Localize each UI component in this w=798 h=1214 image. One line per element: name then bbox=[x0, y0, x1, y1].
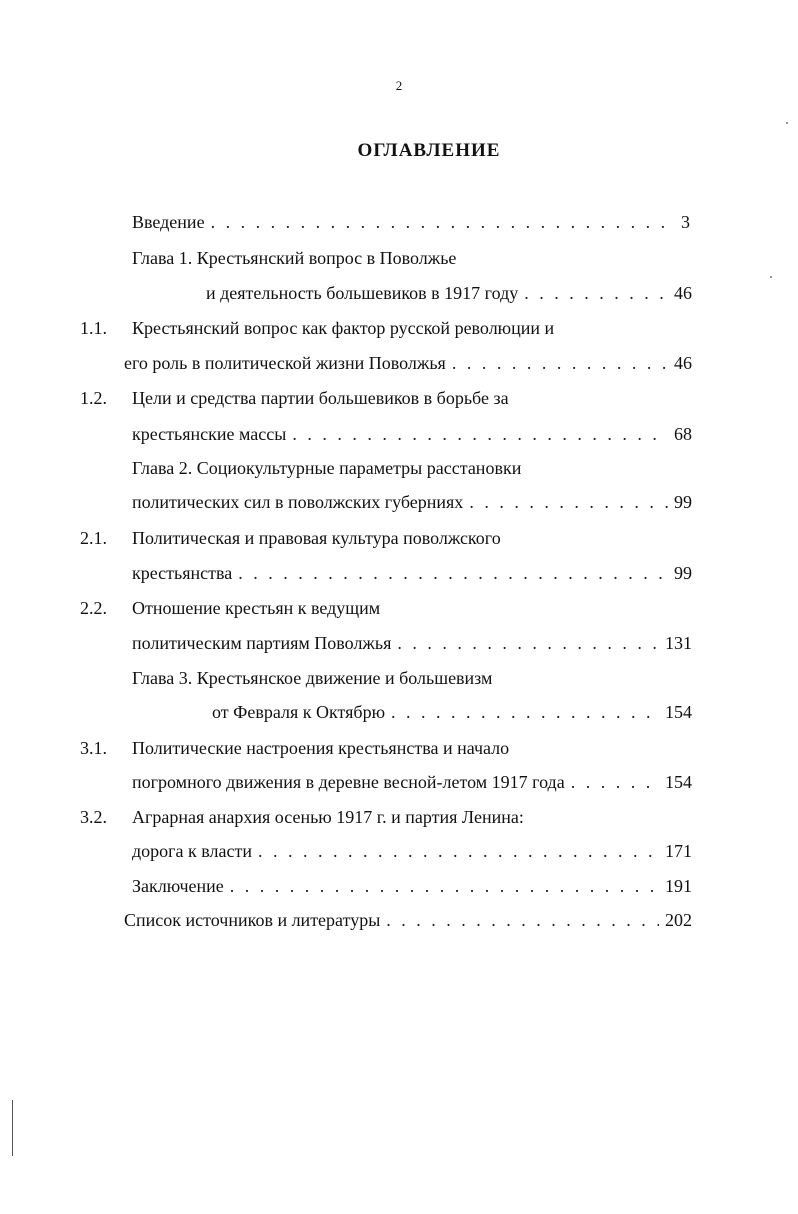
toc-entry-text: Глава 2. Социокультурные параметры расстановки bbox=[132, 458, 522, 478]
toc-entry-text: политических сил в поволжских губерниях bbox=[132, 492, 464, 512]
toc-page-number: 202 bbox=[665, 910, 692, 930]
dot-leader bbox=[452, 351, 668, 375]
toc-page-number: 99 bbox=[674, 492, 692, 512]
toc-entry-text: Глава 3. Крестьянское движение и большевизм bbox=[132, 668, 493, 688]
dot-leader bbox=[469, 490, 668, 514]
toc-entry-text: крестьянские массы bbox=[132, 424, 287, 444]
toc-page-number: 154 bbox=[665, 702, 692, 722]
page-number: 2 bbox=[395, 78, 403, 93]
toc-entry-text: Глава 1. Крестьянский вопрос в Поволжье bbox=[132, 248, 457, 268]
toc-entry-text: Политическая и правовая культура поволжского bbox=[132, 528, 501, 548]
toc-entry-text: погромного движения в деревне весной-летом 1917 года bbox=[132, 772, 565, 792]
section-number: 3.1. bbox=[80, 738, 107, 758]
toc-entry-text: крестьянства bbox=[132, 563, 233, 583]
toc-entry-text: дорога к власти bbox=[132, 841, 252, 861]
toc-page-number: 68 bbox=[674, 424, 692, 444]
page-title: ОГЛАВЛЕНИЕ bbox=[357, 140, 501, 161]
dot-leader bbox=[292, 422, 668, 446]
section-number: 1.2. bbox=[80, 388, 107, 408]
toc-entry-text: Крестьянский вопрос как фактор русской революции и bbox=[132, 318, 555, 338]
dot-leader bbox=[524, 281, 668, 305]
toc-entry-text: его роль в политической жизни Поволжья bbox=[124, 353, 446, 373]
scan-speck bbox=[786, 122, 788, 124]
toc-entry-text: Отношение крестьян к ведущим bbox=[132, 598, 381, 618]
section-number: 2.1. bbox=[80, 528, 107, 548]
toc-entry-text: Аграрная анархия осенью 1917 г. и партия Ленина: bbox=[132, 807, 524, 827]
dot-leader bbox=[386, 908, 659, 932]
toc-page-number: 46 bbox=[674, 283, 692, 303]
dot-leader bbox=[397, 631, 659, 655]
toc-entry-text: Цели и средства партии большевиков в борьбе за bbox=[132, 388, 509, 408]
scan-speck bbox=[770, 276, 772, 278]
toc-entry-text: Список источников и литературы bbox=[124, 910, 381, 930]
dot-leader bbox=[238, 561, 668, 585]
dot-leader bbox=[230, 874, 659, 898]
toc-entry-text: Заключение bbox=[132, 876, 224, 896]
toc-page-number: 131 bbox=[665, 633, 692, 653]
toc-page-number: 171 bbox=[665, 841, 692, 861]
toc-entry-text: и деятельность большевиков в 1917 году bbox=[206, 283, 519, 303]
toc-entry-text: Введение bbox=[132, 212, 205, 232]
section-number: 2.2. bbox=[80, 598, 107, 618]
toc-entry-text: от Февраля к Октябрю bbox=[212, 702, 386, 722]
dot-leader bbox=[258, 839, 659, 863]
dot-leader bbox=[211, 210, 675, 234]
dot-leader bbox=[571, 770, 659, 794]
toc-page-number: 46 bbox=[674, 353, 692, 373]
section-number: 3.2. bbox=[80, 807, 107, 827]
section-number: 1.1. bbox=[80, 318, 107, 338]
toc-entry-text: Политические настроения крестьянства и начало bbox=[132, 738, 510, 758]
toc-page-number: 99 bbox=[674, 563, 692, 583]
toc-entry-text: политическим партиям Поволжья bbox=[132, 633, 392, 653]
scan-margin-line bbox=[12, 1100, 13, 1156]
toc-page-number: 191 bbox=[665, 876, 692, 896]
toc-page-number: 154 bbox=[665, 772, 692, 792]
dot-leader bbox=[391, 700, 659, 724]
toc-page-number: 3 bbox=[681, 212, 690, 232]
